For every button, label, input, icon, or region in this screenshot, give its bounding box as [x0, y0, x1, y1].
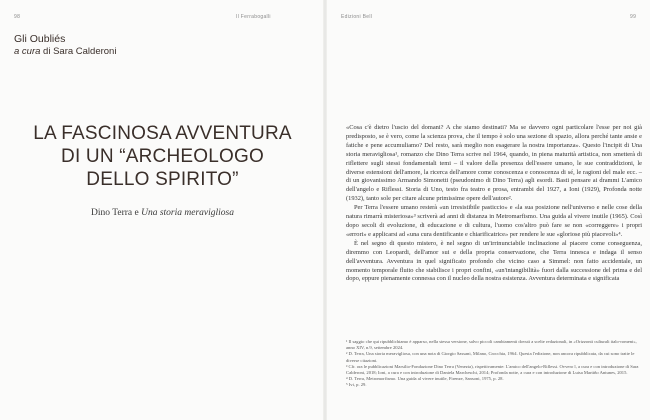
footnotes [346, 339, 642, 389]
subtitle-prefix: Dino Terra e [91, 208, 142, 218]
left-page-number: 98 [14, 14, 21, 20]
curator-credit [14, 46, 116, 57]
curator-name: di Sara Calderoni [40, 46, 117, 57]
column-name: Gli Oubliés [14, 33, 66, 45]
curator-prefix: a cura [14, 46, 41, 57]
article-title [0, 122, 325, 191]
footnote: ⁵ Ivi, p. 29. [346, 382, 367, 388]
footnote: ³ Cfr. ora le pubblicazioni Marsilio-Fondazione Dino Terra (Venezia), rispettivamente: L'amico dell'angelo-Riflessi. Ovvero l, a cura e con introduzione di Sara Calderoni, 2018; Ioni, a cura e con introduzione di Daniela Marcheschi, 2014; Profonda notte, a cura e con introduzione di Luisa Martiño Antunes, 2015. [346, 363, 639, 376]
body-paragraph: Per Terra l'essere umano resterà «un irresistibile pasticcio» e «la sua posizione nell'universo e nelle cose della natura rimarrà misteriosa»³ scriverà ad anni di distanza in Metromarfismo. Una guida al vivere inutile (1965). Così dopo secoli di evoluzione, di educazione e di cultura, l'uomo cos'altro può fare se non «correggere» i propri «errori» e applicarsi ad «una cura dentificante e chiarificatrice» per rendere le sue «gloriose più piacevoli»⁴. [346, 204, 642, 238]
footnote: ⁴ D. Terra, Metromorfismo. Una guida al vivere inutile, Firenze, Sansoni, 1975, p. 28. [346, 376, 504, 382]
article-body [346, 124, 642, 284]
subtitle-work-title: Una storia meravigliosa [141, 208, 234, 218]
footnote: ¹ Il saggio che qui ripubblichiamo è apparso, nella stessa versione, salvo piccoli cambiamenti dovuti a scelte redazionali, in «Orizzonti culturali italo-romeni», anno XIV, n.9, settembre 2024. [346, 339, 637, 351]
body-paragraph: «Cosa c'è dietro l'uscio del domani? A che siamo destinati? Ma se davvero ogni particolare l'esse per noi già predisposto, se è vero, come la scienza prova, che il tempo è solo una sezione di spazio, allora perché tante ansie e fatiche e pene accumuliamo? Del resto, sarà meglio non esagerare la nostra importanza». Questo l'incipit di Una storia meravigliosa¹, romanzo che Dino Terra scrive nel 1964, quando, in piena maturità artistica, non smetterà di riflettere sugli stessi fondamentali temi – il valore della presenza dell'essere umano, le sue contraddizioni, le diverse estensioni dell'amore, la ricerca dell'amore come conoscenza e conoscenza di sé, le ragioni del male ecc. – di un giovanissimo Armando Simonetti (pseudonimo di Dino Terra) agli esordi. Basti pensare ai drammi L'amico dell'angelo e Riflessi. Storia di Uno, testo fra teatro e prosa, entrambi del 1927, a Ioni (1929), Profonda notte (1932), tanto sole per citare alcune primissime opere dell'autore². [346, 124, 642, 203]
left-running-head: Il Ferrabogalli [236, 14, 271, 20]
title-line: LA FASCINOSA AVVENTURA [33, 123, 292, 144]
right-running-head: Edizioni Bell [341, 14, 373, 20]
footnote: ² D. Terra, Una storia meravigliosa, con una nota di Giorgio Sassani, Milano, Crocchia, 1964. Questa l'edizione, non ancora ripubblicata, da cui sono tratte le diverse citazioni. [346, 351, 635, 363]
article-subtitle [0, 208, 325, 218]
right-page-number: 99 [630, 14, 637, 20]
body-paragraph: È nel segno di questo mistero, è nel segno di un'irrinunciabile inclinazione al piacere come conseguenza, diremmo con Leopardi, dell'amor sui e della propria conservazione, che Terra innesca e indaga il senso dell'avventura. Avventura in quel significato profondo che vicino caso a Simmel: non fatto accidentale, un momento temporale fluito che stabilisce i propri confini, «un'intangibilità» fuori dalla successione del prima e del dopo, eppure pienamente connessa con il nucleo della nostra esistenza. Avventura determinata e significata [346, 239, 642, 283]
title-line: DELLO SPIRITO” [86, 169, 239, 190]
title-line: DI UN “ARCHEOLOGO [61, 146, 264, 167]
